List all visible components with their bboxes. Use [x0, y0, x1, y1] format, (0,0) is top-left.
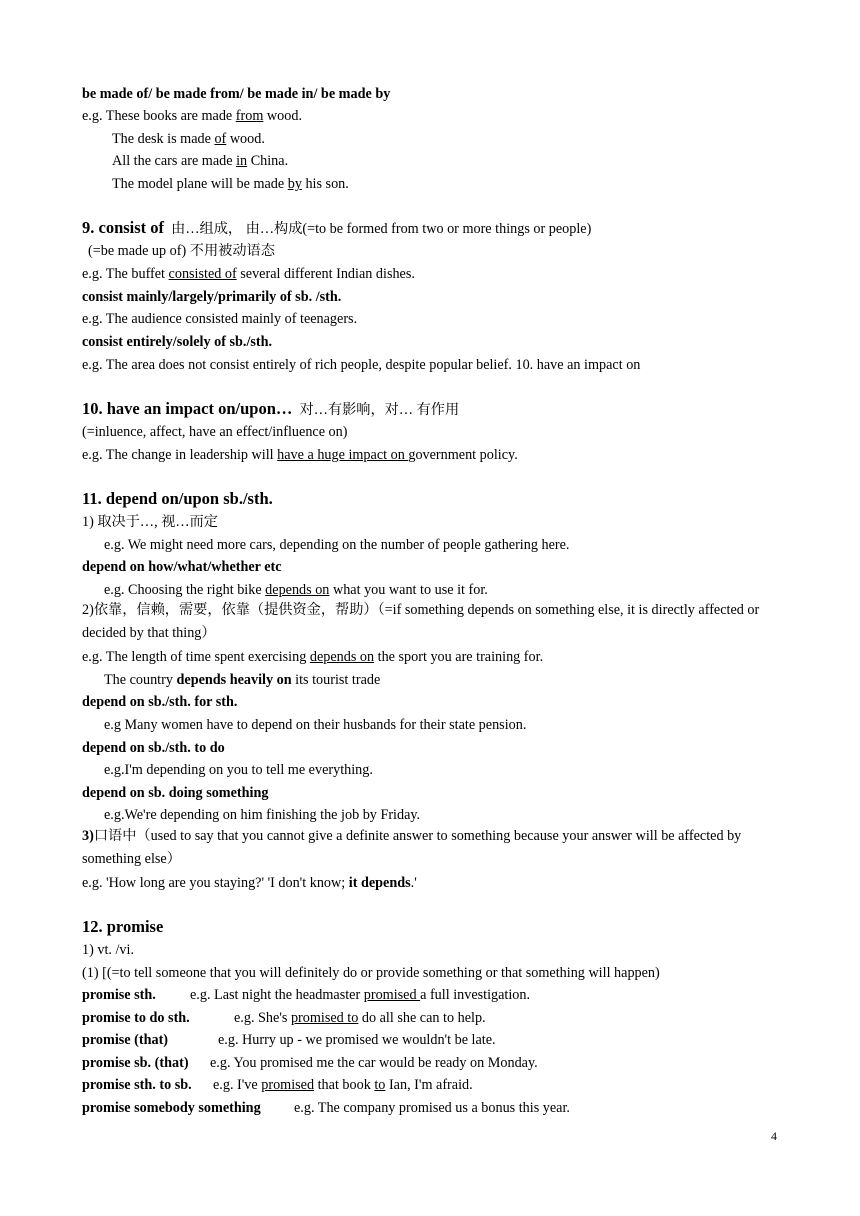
consist-pattern-2: consist entirely/solely of sb./sth.: [82, 334, 273, 350]
impact-heading: 10. have an impact on/upon… 对…有影响，对… 有作用: [82, 399, 460, 418]
promise-heading: 12. promise: [82, 917, 164, 936]
promise-definition: (1) [(=to tell someone that you will definitely do or provide something or that something will happen): [82, 965, 660, 981]
depend-sense-1-example: e.g. We might need more cars, depending on the number of people gathering here.: [104, 537, 570, 553]
depend-pattern-4-example: e.g.We're depending on him finishing the job by Friday.: [104, 807, 421, 823]
made-example-2: The desk is made of wood.: [112, 131, 265, 147]
depend-sense-1: 1) 取决于…, 视…而定: [82, 514, 218, 530]
promise-row: promise to do sth. e.g. She's promised to do all she can to help.: [82, 1010, 486, 1026]
made-example-3: All the cars are made in China.: [112, 153, 289, 169]
depend-sense-3-example: e.g. 'How long are you staying?' 'I don't know; it depends.': [82, 875, 417, 891]
depend-sense-2-example-1: e.g. The length of time spent exercising depends on the sport you are training for.: [82, 649, 544, 665]
consist-example-1: e.g. The buffet consisted of several different Indian dishes.: [82, 266, 415, 282]
impact-synonyms: (=inluence, affect, have an effect/influence on): [82, 424, 348, 440]
depend-pattern-3: depend on sb./sth. to do: [82, 740, 225, 756]
consist-example-2: e.g. The audience consisted mainly of teenagers.: [82, 311, 358, 327]
promise-row: promise somebody something e.g. The company promised us a bonus this year.: [82, 1100, 570, 1116]
depend-pattern-2-example: e.g Many women have to depend on their husbands for their state pension.: [104, 717, 527, 733]
consist-example-3: e.g. The area does not consist entirely of rich people, despite popular belief. 10. have an impact on: [82, 357, 641, 373]
depend-heading: 11. depend on/upon sb./sth.: [82, 489, 273, 508]
impact-example: e.g. The change in leadership will have a huge impact on government policy.: [82, 447, 518, 463]
depend-pattern-1-example: e.g. Choosing the right bike depends on what you want to use it for.: [104, 582, 488, 598]
promise-pos: 1) vt. /vi.: [82, 942, 135, 958]
made-heading: be made of/ be made from/ be made in/ be made by: [82, 86, 391, 102]
promise-row: promise sth. e.g. Last night the headmaster promised a full investigation.: [82, 987, 531, 1003]
depend-sense-2: 2)依靠，信赖，需要，依靠（提供资金，帮助）（=if something depends on something else, it is directly affected or decided by that thing）: [82, 602, 760, 641]
depend-sense-2-example-2: The country depends heavily on its tourist trade: [104, 672, 381, 688]
made-example-1: e.g. These books are made from wood.: [82, 108, 302, 124]
depend-pattern-4: depend on sb. doing something: [82, 785, 269, 801]
depend-pattern-3-example: e.g.I'm depending on you to tell me everything.: [104, 762, 373, 778]
page-number: 4: [771, 1129, 777, 1143]
consist-note: (=be made up of) 不用被动语态: [88, 243, 275, 259]
promise-row: promise (that) e.g. Hurry up - we promised we wouldn't be late.: [82, 1032, 496, 1048]
promise-row: promise sth. to sb. e.g. I've promised that book to Ian, I'm afraid.: [82, 1077, 473, 1093]
depend-pattern-1: depend on how/what/whether etc: [82, 559, 282, 575]
made-example-4: The model plane will be made by his son.: [112, 176, 349, 192]
depend-sense-3: 3)口语中（used to say that you cannot give a definite answer to something because your answer will be affected by something else）: [82, 828, 742, 867]
promise-row: promise sb. (that) e.g. You promised me the car would be ready on Monday.: [82, 1055, 538, 1071]
consist-heading: 9. consist of 由…组成， 由…构成(=to be formed from two or more things or people): [82, 218, 592, 237]
depend-pattern-2: depend on sb./sth. for sth.: [82, 694, 238, 710]
consist-pattern-1: consist mainly/largely/primarily of sb. /sth.: [82, 289, 342, 305]
